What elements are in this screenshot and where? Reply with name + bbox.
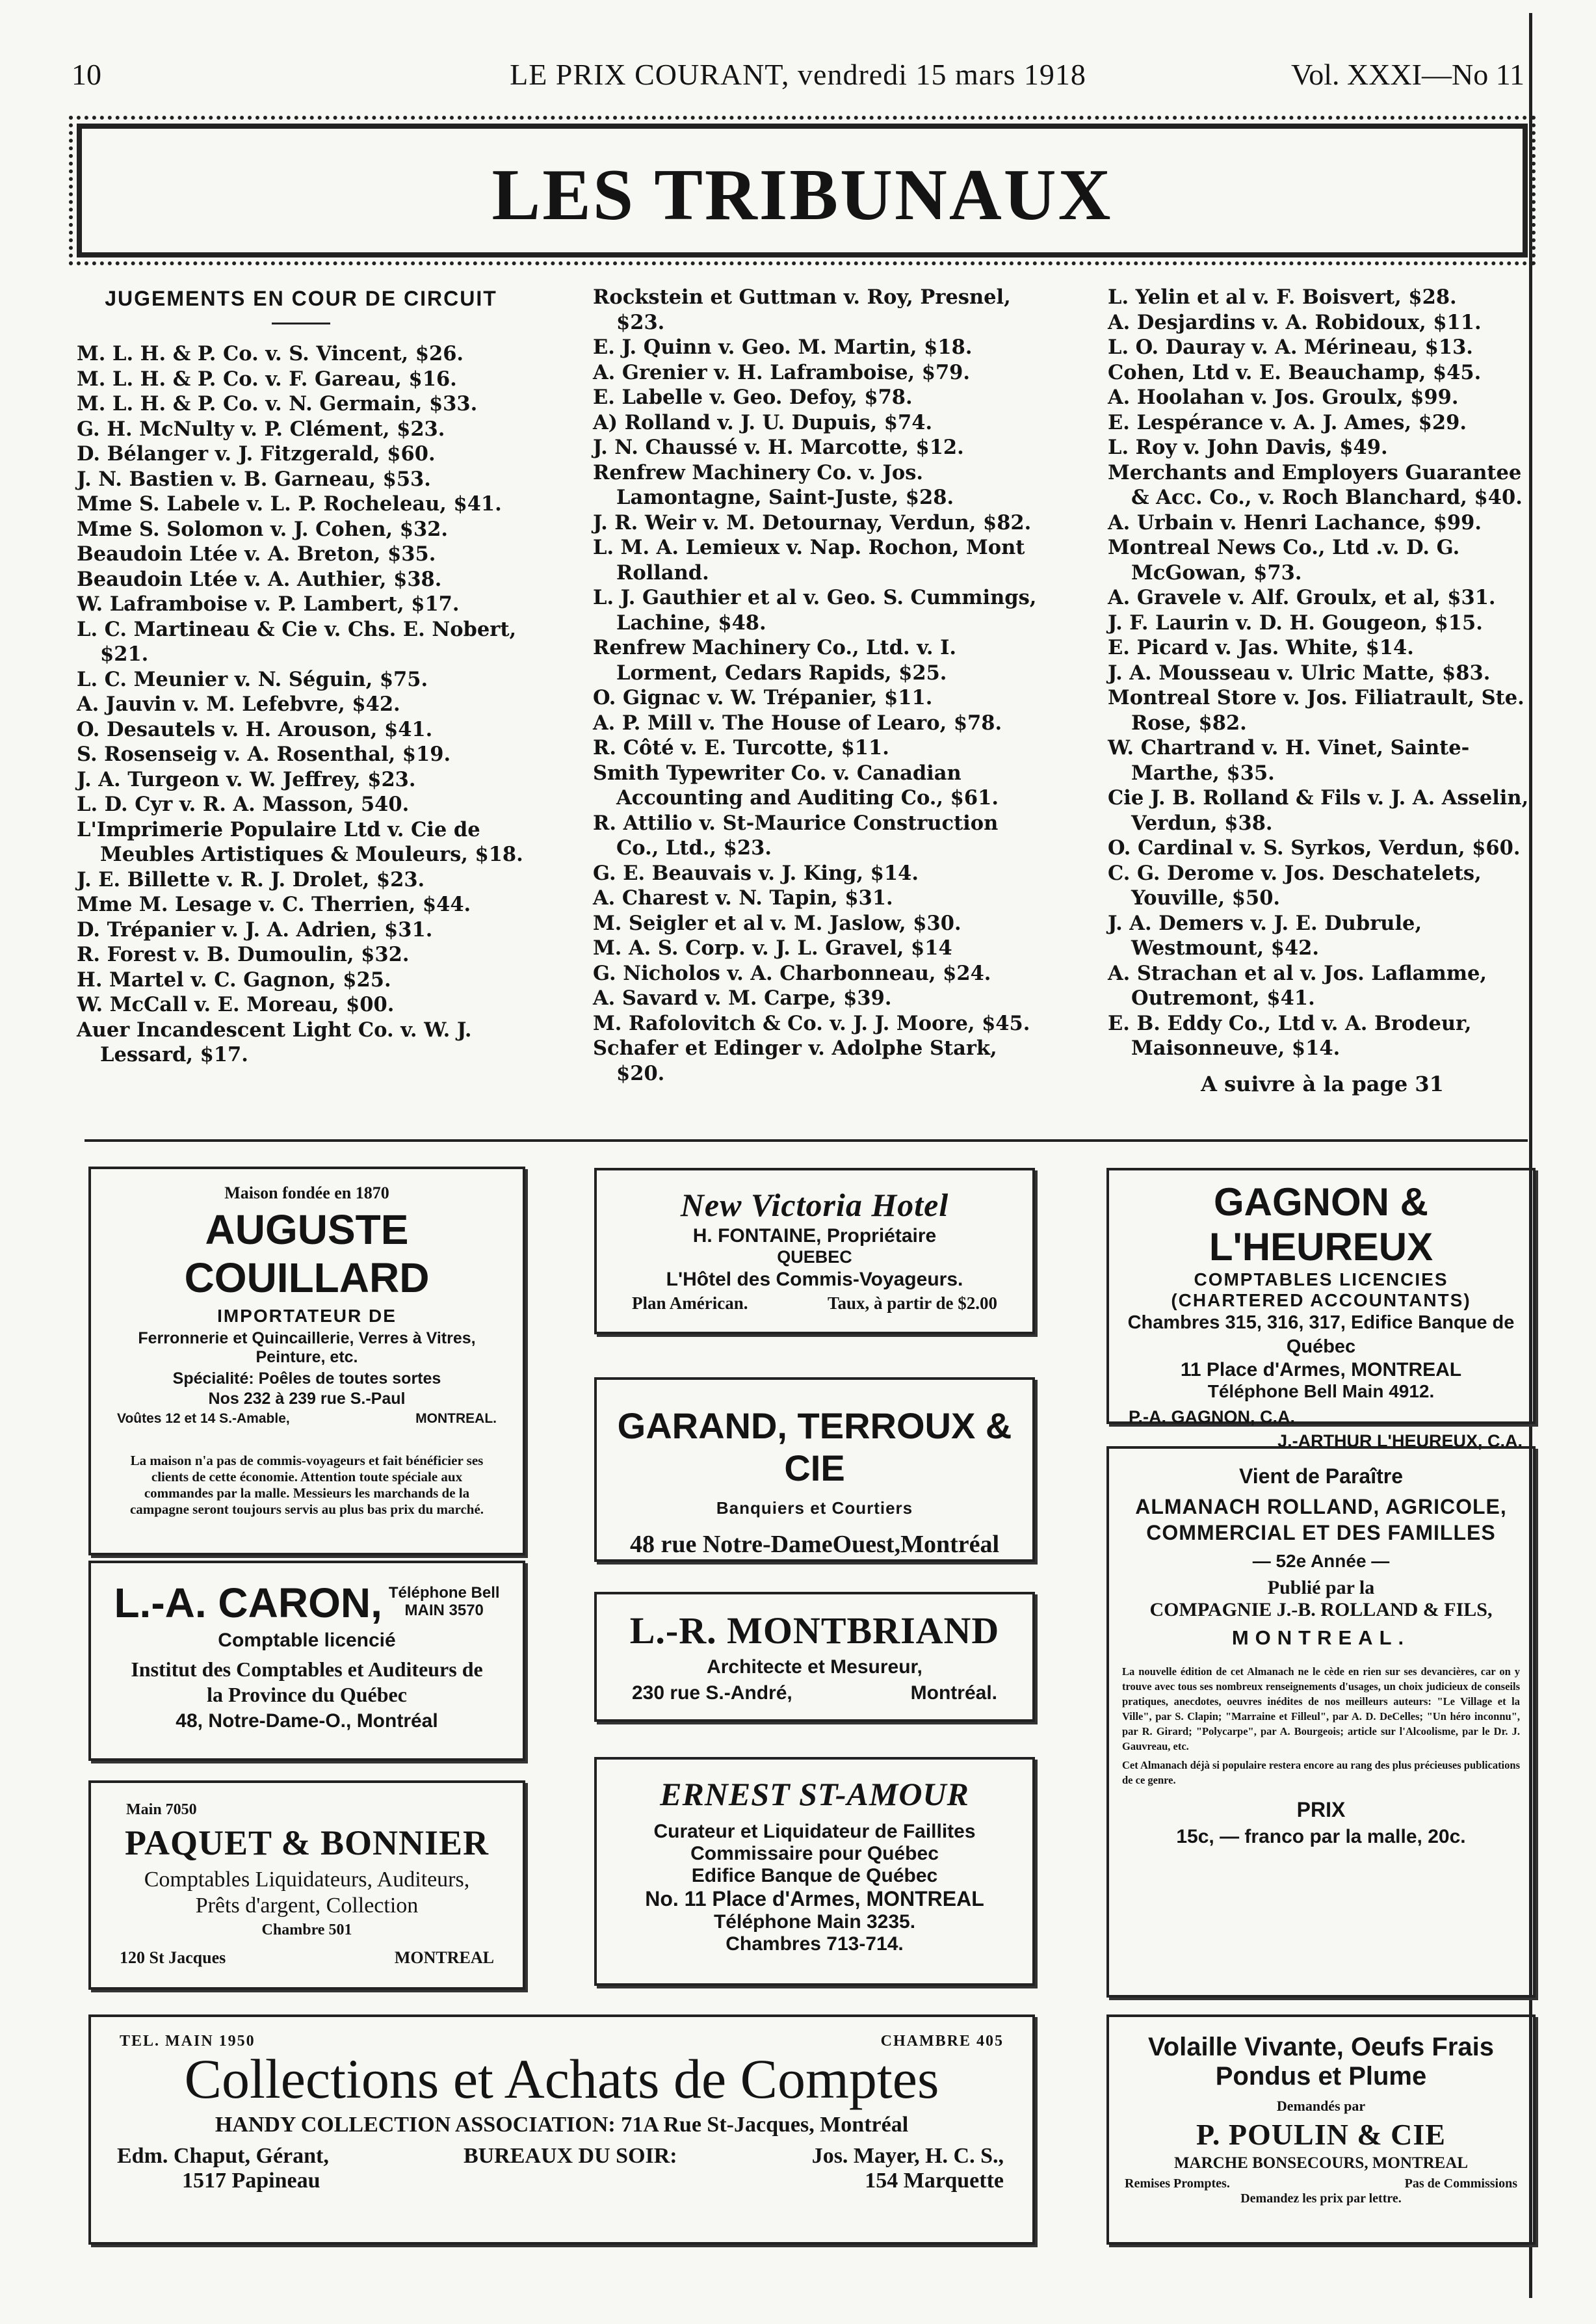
ad-line: Spécialité: Poêles de toutes sortes [172,1369,441,1388]
judgment-entry: J. N. Chaussé v. H. Marcotte, $12. [593,436,964,459]
ad-line: PRIX [1296,1798,1346,1821]
ad-line: MONTREAL. [1231,1626,1411,1649]
ad-line: 230 rue S.-André, [632,1682,792,1704]
judgment-entry: L. C. Meunier v. N. Séguin, $75. [77,667,428,691]
judgment-entry: E. J. Quinn v. Geo. M. Martin, $18. [593,336,973,359]
judgment-entry: A) Rolland v. J. U. Dupuis, $74. [593,410,933,434]
ad-new-victoria-hotel [594,1168,1035,1334]
ad-body: La nouvelle édition de cet Almanach ne le cède en rien sur ses devancières, car on y trouve avec tous ses nombreux renseignements d'usages, un choix judicieux de conseils pratiques, anecdotes, oeuvres inédites de nos meilleurs auteurs: "Le Village et la Ville", par S. Clapin; "Marraine et Filleul", par A. D. DeCelles; "Un héro inconnu", par R. Girard; "Polycarpe", par A. Bourgeois; article sur l'Alcoolisme, par le Dr. J. Gauvreau, etc. [1122,1665,1520,1752]
ad-line: Voûtes 12 et 14 S.-Amable, [117,1411,290,1426]
ad-line: Demandés par [1276,2098,1366,2114]
ad-line: ALMANACH ROLLAND, AGRICOLE, COMMERCIAL ET DES FAMILLES [1135,1495,1507,1544]
judgment-entry: E. Labelle v. Geo. Defoy, $78. [593,386,913,409]
judgment-entry: Mme M. Lesage v. C. Therrien, $44. [77,893,471,916]
ad-line: COMPAGNIE J.-B. ROLLAND & FILS, [1149,1599,1493,1620]
judgment-entry: J. F. Laurin v. D. H. Gougeon, $15. [1108,611,1483,635]
ad-garand-terroux [594,1377,1035,1562]
volume-number: Vol. XXXI—No 11 [1290,58,1524,91]
ad-line: Remises Promptes. [1125,2176,1230,2191]
ad-line: IMPORTATEUR DE [217,1306,397,1326]
ad-name: GAGNON & L'HEUREUX [1209,1180,1433,1269]
judgment-entry: H. Martel v. C. Gagnon, $25. [77,968,391,992]
judgment-entry: L'Imprimerie Populaire Ltd v. Cie de Meubles Artistiques & Mouleurs, $18. [77,817,523,866]
ad-line: Téléphone Bell [388,1584,500,1602]
ad-line: Vient de Paraître [1239,1464,1403,1488]
ad-paquet-bonnier [88,1780,525,1990]
judgment-entry: Beaudoin Ltée v. A. Authier, $38. [77,567,442,591]
ad-line: QUEBEC [777,1247,852,1267]
ad-lr-montbriand [594,1592,1035,1722]
ad-name: AUGUSTE COUILLARD [184,1206,430,1301]
ad-line: Banquiers et Courtiers [716,1498,913,1518]
judgment-entry: D. Bélanger v. J. Fitzgerald, $60. [77,442,436,466]
judgments-column-2 [593,285,1039,1086]
judgment-entry: E. Lespérance v. A. J. Ames, $29. [1108,410,1467,434]
section-title: LES TRIBUNAUX [491,155,1113,235]
ad-line: No. 11 Place d'Armes, MONTREAL [645,1887,984,1910]
judgment-entry: R. Attilio v. St-Maurice Construction Co., Ltd., $23. [593,811,999,860]
judgment-entry: S. Rosenseig v. A. Rosenthal, $19. [77,743,451,766]
ad-name: PAQUET & BONNIER [124,1823,490,1862]
ad-line: 15c, — franco par la malle, 20c. [1176,1826,1466,1847]
judgment-entry: Beaudoin Ltée v. A. Breton, $35. [77,542,436,566]
judgment-entry: M. A. S. Corp. v. J. L. Gravel, $14 [593,936,952,960]
judgment-entry: Auer Incandescent Light Co. v. W. J. Lessard, $17. [77,1018,472,1066]
ad-line: L'Hôtel des Commis-Voyageurs. [666,1269,963,1290]
ad-name: ERNEST ST-AMOUR [660,1776,969,1812]
ad-line: Edm. Chaput, Gérant, [117,2144,329,2168]
ad-line: 11 Place d'Armes, MONTREAL [1180,1359,1462,1380]
judgment-entry: M. Seigler et al v. M. Jaslow, $30. [593,911,962,935]
judgment-entry: O. Cardinal v. S. Syrkos, Verdun, $60. [1108,836,1521,860]
judgment-entry: W. McCall v. E. Moreau, $00. [77,993,395,1016]
ad-line: Demandez les prix par lettre. [1240,2191,1402,2206]
judgment-entry: L. Roy v. John Davis, $49. [1108,436,1388,459]
ad-name: P. POULIN & CIE [1196,2118,1446,2151]
judgment-entry: E. Picard v. Jas. White, $14. [1108,636,1414,659]
judgment-entry: Renfrew Machinery Co., Ltd. v. I. Lorment, Cedars Rapids, $25. [593,636,957,685]
ad-line: TEL. MAIN 1950 [120,2033,255,2050]
ad-name: New Victoria Hotel [680,1187,949,1223]
judgment-entry: Schafer et Edinger v. Adolphe Stark, $20. [593,1037,997,1085]
judgment-entry: M. Rafolovitch & Co. v. J. J. Moore, $45. [593,1011,1030,1035]
judgment-entry: Montreal Store v. Jos. Filiatrault, Ste. Rose, $82. [1108,686,1524,735]
judgment-entry: C. G. Derome v. Jos. Deschatelets, Youville, $50. [1108,861,1482,910]
ad-line: Nos 232 à 239 rue S.-Paul [208,1390,406,1408]
judgment-entry: R. Côté v. E. Turcotte, $11. [593,736,889,759]
ad-line: Comptables Liquidateurs, Auditeurs, Prêts d'argent, Collection [144,1868,470,1918]
judgment-entry: J. A. Demers v. J. E. Dubrule, Westmount, $42. [1108,911,1422,960]
judgment-entry: J. N. Bastien v. B. Garneau, $53. [77,467,431,491]
ad-line: Comptable licencié [218,1630,396,1651]
ad-line: Curateur et Liquidateur de Faillites [653,1821,976,1842]
ad-name: GARAND, TERROUX & CIE [617,1405,1012,1488]
ad-ernest-st-amour [594,1757,1035,1986]
running-header [72,57,1524,96]
judgment-entry: L. D. Cyr v. R. A. Masson, 540. [77,793,410,816]
ad-line: Publié par la [1267,1577,1375,1598]
judgment-list-3 [1108,285,1537,1061]
judgment-entry: J. R. Weir v. M. Detournay, Verdun, $82. [593,510,1032,535]
ad-line: Ferronnerie et Quincaillerie, Verres à Vitres, Peinture, etc. [138,1329,476,1366]
judgment-entry: L. Yelin et al v. F. Boisvert, $28. [1108,285,1457,309]
judgment-entry: L. O. Dauray v. A. Mérineau, $13. [1108,336,1473,359]
judgment-entry: G. E. Beauvais v. J. King, $14. [593,861,919,885]
judgment-entry: A. Strachan et al v. Jos. Laflamme, Outremont, $41. [1108,961,1487,1010]
judgment-entry: M. L. H. & P. Co. v. F. Gareau, $16. [77,367,457,391]
ad-line: 154 Marquette [865,2169,1004,2193]
judgment-entry: M. L. H. & P. Co. v. S. Vincent, $26. [77,342,464,365]
ad-line: Edifice Banque de Québec [691,1865,938,1886]
ad-line: Volaille Vivante, Oeufs Frais [1147,2033,1495,2061]
judgment-entry: A. Charest v. N. Tapin, $31. [593,886,893,910]
ad-name: Collections et Achats de Comptes [184,2048,939,2110]
judgment-entry: A. Urbain v. Henri Lachance, $99. [1108,510,1482,535]
ad-line: Chambres 713-714. [726,1933,904,1955]
ad-line: Téléphone Main 3235. [713,1911,916,1933]
judgment-entry: Smith Typewriter Co. v. Canadian Accounting and Auditing Co., $61. [593,761,999,810]
ad-line: (CHARTERED ACCOUNTANTS) [1171,1290,1471,1310]
ad-line: BUREAUX DU SOIR: [463,2144,677,2168]
judgment-entry: G. H. McNulty v. P. Clément, $23. [77,417,445,441]
ad-line: COMPTABLES LICENCIES [1194,1269,1448,1289]
ad-line: Architecte et Mesureur, [707,1656,922,1678]
ad-auguste-couillard [88,1167,525,1555]
ad-body: La maison n'a pas de commis-voyageurs et fait bénéficier ses clients de cette économie. Attention toute spéciale aux commandes par la malle. Messieurs les marchands de la campagne seront toujours servis au plus bas prix du marché. [129,1453,484,1517]
judgment-entry: E. B. Eddy Co., Ltd v. A. Brodeur, Maisonneuve, $14. [1108,1011,1472,1060]
heading-rule [272,323,330,324]
judgment-entry: O. Desautels v. H. Arouson, $41. [77,717,433,741]
ad-line: 120 St Jacques [120,1948,226,1967]
ad-line: Téléphone Bell Main 4912. [1207,1381,1435,1401]
ad-line: Chambres 315, 316, 317, Edifice Banque de Québec [1127,1312,1515,1357]
judgment-entry: Mme S. Solomon v. J. Cohen, $32. [77,517,449,541]
ad-line: H. FONTAINE, Propriétaire [692,1225,937,1247]
judgment-entry: O. Gignac v. W. Trépanier, $11. [593,686,933,709]
ad-line: 48, Notre-Dame-O., Montréal [176,1710,438,1732]
ad-line: MARCHE BONSECOURS, MONTREAL [1173,2154,1469,2172]
judgment-entry: L. J. Gauthier et al v. Geo. S. Cummings, Lachine, $48. [593,586,1037,635]
ad-line: Pondus et Plume [1215,2062,1427,2091]
judgment-entry: G. Nicholos v. A. Charbonneau, $24. [593,961,991,985]
newspaper-title: LE PRIX COURANT, vendredi 15 mars 1918 [510,58,1086,91]
judgments-column-1 [77,285,525,1068]
ad-line: Plan Américan. [632,1293,748,1313]
judgment-entry: A. Hoolahan v. Jos. Groulx, $99. [1108,386,1459,409]
judgment-list-2 [593,285,1039,1086]
ad-line: P.-A. GAGNON, C.A. [1129,1407,1296,1427]
judgment-entry: M. L. H. & P. Co. v. N. Germain, $33. [77,392,478,416]
ad-line: J.-ARTHUR L'HEUREUX, C.A. [1277,1431,1523,1451]
judgment-entry: L. M. A. Lemieux v. Nap. Rochon, Mont Rolland. [593,536,1025,585]
ad-line: CHAMBRE 405 [880,2033,1004,2050]
ad-line: Jos. Mayer, H. C. S., [811,2144,1004,2168]
ads-separator [85,1139,1528,1142]
page-number: 10 [72,58,101,91]
ad-almanach-rolland [1106,1446,1536,1998]
judgment-entry: A. Desjardins v. A. Robidoux, $11. [1108,310,1482,334]
ad-name: L.-A. CARON, [114,1579,382,1626]
section-banner [77,124,1528,257]
judgment-entry: W. Chartrand v. H. Vinet, Sainte-Marthe, $35. [1108,736,1470,785]
judgment-entry: A. Savard v. M. Carpe, $39. [593,986,892,1010]
judgment-entry: Rockstein et Guttman v. Roy, Presnel, $23. [593,285,1011,334]
ad-line: MAIN 3570 [404,1602,484,1619]
ad-line: 48 rue Notre-DameOuest,Montréal [629,1531,1000,1558]
ad-line: MONTREAL. [415,1411,497,1426]
judgment-entry: A. P. Mill v. The House of Learo, $78. [593,711,1002,735]
judgment-entry: A. Grenier v. H. Laframboise, $79. [593,360,971,384]
judgment-entry: Cie J. B. Rolland & Fils v. J. A. Asselin, Verdun, $38. [1108,786,1529,835]
ad-line: — 52e Année — [1252,1551,1390,1571]
judgment-entry: J. A. Turgeon v. W. Jeffrey, $23. [77,767,416,791]
judgment-entry: J. E. Billette v. R. J. Drolet, $23. [77,867,425,891]
judgment-entry: Cohen, Ltd v. E. Beauchamp, $45. [1108,360,1482,384]
ad-line: MONTREAL [394,1948,494,1967]
ad-line: Taux, à partir de $2.00 [827,1293,997,1313]
judgment-entry: A. Gravele v. Alf. Groulx, et al, $31. [1108,586,1496,609]
ad-gagnon-lheureux [1106,1168,1536,1451]
ad-p-poulin [1106,2014,1536,2245]
ad-line: Commissaire pour Québec [690,1843,939,1864]
ad-line: Chambre 501 [261,1921,352,1938]
judgment-list-1 [77,341,525,1068]
ad-line: HANDY COLLECTION ASSOCIATION: 71A Rue St-Jacques, Montréal [215,2113,909,2137]
judgment-entry: Mme S. Labele v. L. P. Rocheleau, $41. [77,492,502,516]
judgment-entry: A. Jauvin v. M. Lefebvre, $42. [77,693,400,716]
ad-founded: Maison fondée en 1870 [224,1183,389,1202]
judgments-column-3 [1108,285,1537,1096]
ad-line: Pas de Commissions [1404,2176,1517,2191]
continued-note: A suivre à la page 31 [1201,1071,1444,1096]
ad-la-caron [88,1561,525,1761]
judgment-entry: Montreal News Co., Ltd .v. D. G. McGowan, $73. [1108,536,1460,585]
ad-name: L.-R. MONTBRIAND [629,1609,1000,1652]
judgment-entry: R. Forest v. B. Dumoulin, $32. [77,943,410,966]
ad-collections [88,2014,1035,2245]
judgment-entry: L. C. Martineau & Cie v. Chs. E. Nobert, $21. [77,617,517,666]
judgment-entry: W. Laframboise v. P. Lambert, $17. [77,592,460,616]
ad-body: Cet Almanach déjà si populaire restera encore au rang des plus précieuses publications de ce genre. [1122,1759,1520,1786]
judgment-entry: Renfrew Machinery Co. v. Jos. Lamontagne, Saint-Juste, $28. [593,460,954,509]
judgment-entry: Merchants and Employers Guarantee & Acc. Co., v. Roch Blanchard, $40. [1108,460,1523,509]
judgment-entry: J. A. Mousseau v. Ulric Matte, $83. [1108,661,1491,685]
ad-line: Main 7050 [126,1801,197,1818]
judgment-entry: D. Trépanier v. J. A. Adrien, $31. [77,918,433,942]
judgments-heading: JUGEMENTS EN COUR DE CIRCUIT [105,287,497,310]
ad-line: 1517 Papineau [182,2169,321,2193]
ad-line: Montréal. [910,1682,997,1704]
ad-line: Institut des Comptables et Auditeurs de la Province du Québec [131,1657,483,1706]
